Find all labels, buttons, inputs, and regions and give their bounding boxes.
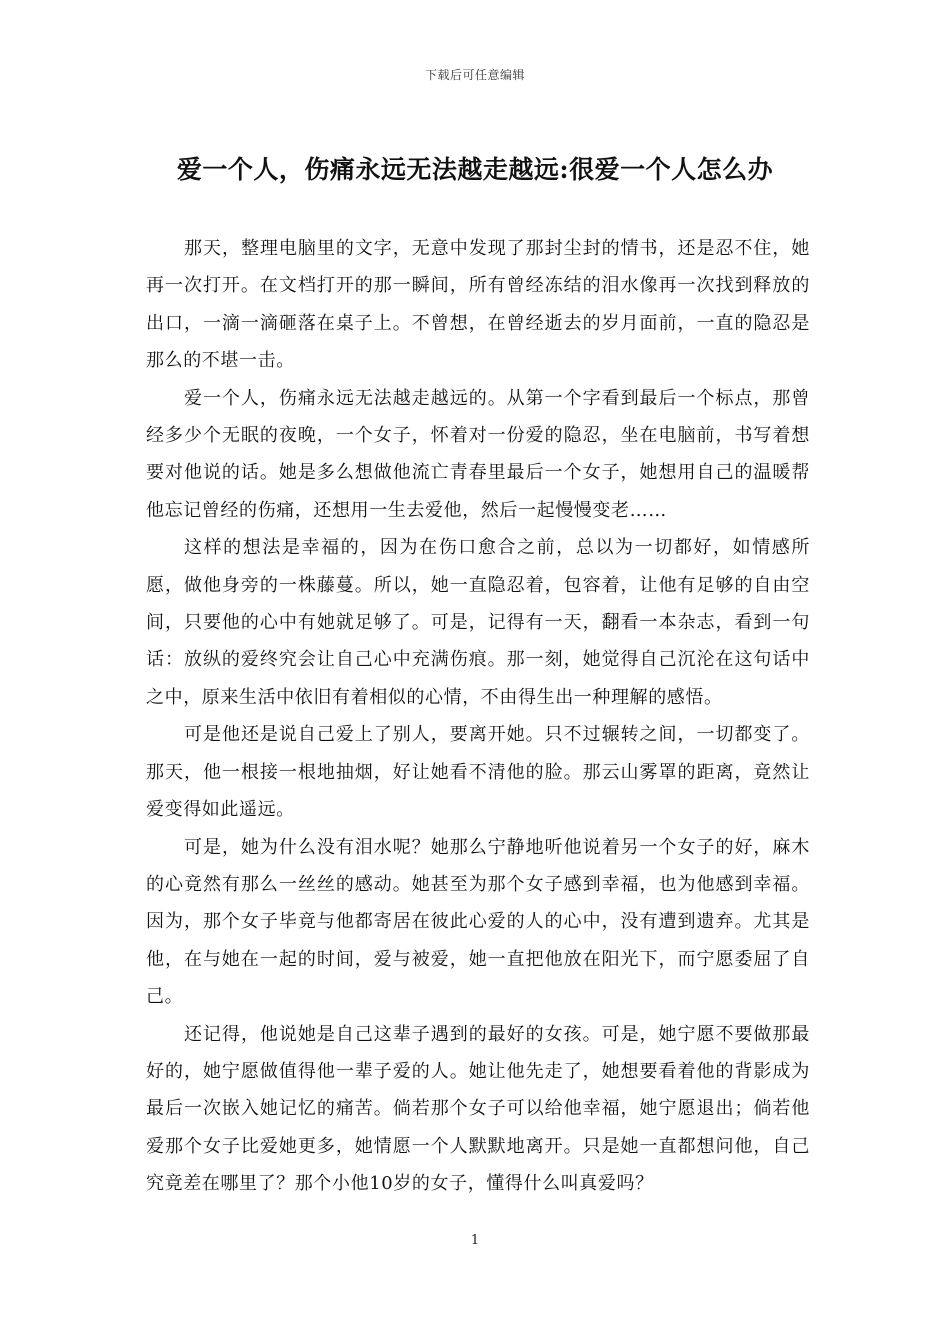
paragraph: 还记得，他说她是自己这辈子遇到的最好的女孩。可是，她宁愿不要做那最好的，她宁愿做值得他一辈子爱的人。她让他先走了，她想要看着他的背影成为最后一次嵌入她记忆的痛苦。倘若那个女子可以给他幸福，她宁愿退出；倘若他爱那个女子比爱她更多，她情愿一个人默默地离开。只是她一直都想问他，自己究竟差在哪里了？那个小他10岁的女子，懂得什么叫真爱吗？ (146, 1023, 810, 1195)
header-note: 下载后可任意编辑 (424, 68, 525, 82)
document-title: 爱一个人，伤痛永远无法越走越远:很爱一个人怎么办 (176, 155, 774, 184)
paragraph: 这样的想法是幸福的，因为在伤口愈合之前，总以为一切都好，如情感所愿，做他身旁的一株藤蔓。所以，她一直隐忍着，包容着，让他有足够的自由空间，只要他的心中有她就足够了。可是，记得有一天，翻看一本杂志，看到一句话：放纵的爱终究会让自己心中充满伤痕。那一刻，她觉得自己沉沦在这句话中之中，原来生活中依旧有着相似的心情，不由得生出一种理解的感悟。 (146, 537, 810, 708)
paragraph: 可是，她为什么没有泪水呢？她那么宁静地听他说着另一个女子的好，麻木的心竟然有那么一丝丝的感动。她甚至为那个女子感到幸福，也为他感到幸福。因为，那个女子毕竟与他都寄居在彼此心爱的人的心中，没有遭到遗弃。尤其是他，在与她在一起的时间，爱与被爱，她一直把他放在阳光下，而宁愿委屈了自己。 (146, 836, 810, 1008)
paragraph: 可是他还是说自己爱上了别人，要离开她。只不过辗转之间，一切都变了。那天，他一根接一根地抽烟，好让她看不清他的脸。那云山雾罩的距离，竟然让爱变得如此遥远。 (146, 724, 810, 821)
paragraph: 那天，整理电脑里的文字，无意中发现了那封尘封的情书，还是忍不住，她再一次打开。在文档打开的那一瞬间，所有曾经冻结的泪水像再一次找到释放的出口，一滴一滴砸落在桌子上。不曾想，在曾经逝去的岁月面前，一直的隐忍是那么的不堪一击。 (146, 238, 810, 372)
document-body (146, 230, 810, 1203)
page-number: 1 (470, 1233, 480, 1248)
paragraph: 爱一个人，伤痛永远无法越走越远的。从第一个字看到最后一个标点，那曾经多少个无眠的夜晚，一个女子，怀着对一份爱的隐忍，坐在电脑前，书写着想要对他说的话。她是多么想做他流亡青春里最后一个女子，她想用自己的温暖帮他忘记曾经的伤痛，还想用一生去爱他，然后一起慢慢变老…… (146, 387, 810, 521)
